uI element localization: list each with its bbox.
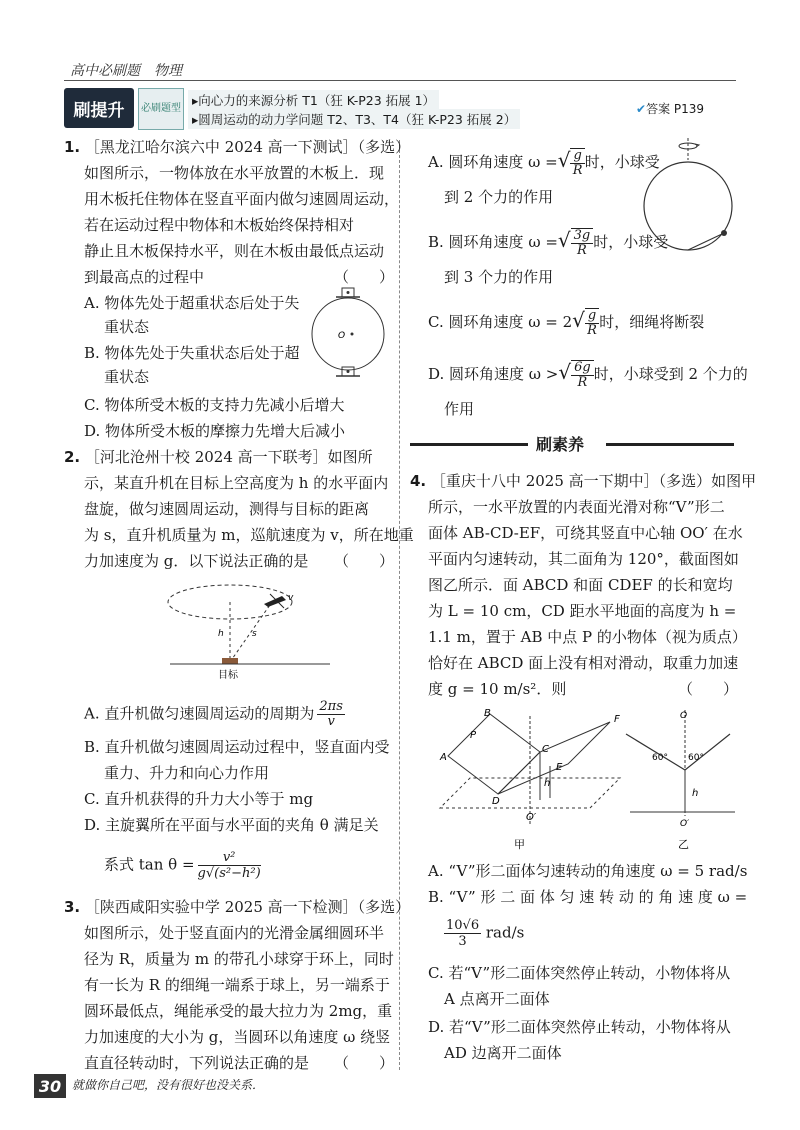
q1-option-b: B. 物体先处于失重状态后处于超	[84, 344, 300, 362]
q4-angle-right: 60°	[688, 753, 704, 763]
q1-option-d: D. 物体所受木板的摩擦力先增大后减小	[84, 422, 346, 440]
q2-line-2: 盘旋，做匀速圆周运动，测得与目标的距离	[84, 500, 370, 518]
svg-text:C: C	[542, 744, 549, 755]
q4-figures	[430, 708, 740, 858]
section-bar-right	[606, 443, 734, 446]
q2-target-label: 目标	[218, 670, 238, 681]
q2-option-c: C. 直升机获得的升力大小等于 mg	[84, 790, 314, 808]
q2-line-4: 力加速度为 g．以下说法正确的是	[84, 552, 309, 570]
q4-line-7: 恰好在 ABCD 面上没有相对滑动，取重力加速	[428, 654, 739, 672]
q4-option-d: D. 若“V”形二面体突然停止转动，小物体将从	[428, 1018, 731, 1036]
q2-v-label: v	[288, 593, 294, 603]
q1-answer-blank: （ ）	[334, 268, 395, 286]
q2-line-1: 示，某直升机在目标上空高度为 h 的水平面内	[84, 474, 389, 492]
q4-line-0: 4. ［重庆十八中 2025 高一下期中］（多选）如图甲	[410, 472, 757, 490]
q1-circle-figure	[300, 286, 396, 386]
q4-line-2: 面体 AB-CD-EF，可绕其竖直中心轴 OO′ 在水	[428, 524, 743, 542]
svg-text:P: P	[470, 730, 477, 741]
q1-line-5: 到最高点的过程中	[84, 268, 205, 286]
svg-text:F: F	[614, 714, 620, 725]
svg-text:B: B	[484, 708, 491, 719]
q1-center-label: O	[338, 331, 346, 341]
q3-line-3: 有一长为 R 的细绳一端系于球上，另一端系于	[84, 976, 390, 994]
q1-line-3: 若在运动过程中物体和木板始终保持相对	[84, 216, 355, 234]
svg-text:A: A	[440, 752, 447, 763]
q2-option-b: B. 直升机做匀速圆周运动过程中，竖直面内受	[84, 738, 390, 756]
q2-option-d-2: 系式 tan θ = $\frac{\text{v²}}{\text{g√(s²−h²)}}$	[104, 850, 261, 881]
q4-line-5: 为 L = 10 cm，CD 距水平地面的高度为 h =	[428, 602, 737, 620]
q3-line-0: 3. ［陕西咸阳实验中学 2025 高一下检测］（多选）	[64, 898, 411, 916]
svg-text:E: E	[556, 762, 563, 773]
page-number: 30	[34, 1074, 66, 1098]
book-title: 高中必刷题 物理	[70, 63, 182, 79]
q4-line-6: 1.1 m，置于 AB 中点 P 的小物体（视为质点）	[428, 628, 747, 646]
q4-line-8: 度 g = 10 m/s²．则	[428, 680, 567, 698]
q3-option-a: A. 圆环角速度 ω =√ $\frac{g}{R}$ 时，小球受	[428, 148, 660, 178]
q3-answer-blank: （ ）	[334, 1054, 395, 1072]
q4-line-1: 所示，一水平放置的内表面光滑对称“V”形二	[428, 498, 725, 516]
footer-motto: 就做你自己吧，没有很好也没关系．	[72, 1078, 265, 1092]
q1-option-a-2: 重状态	[104, 318, 150, 336]
q3-line-5: 力加速度的大小为 g，当圆环以角速度 ω 绕竖	[84, 1028, 391, 1046]
q4-option-b-2: $\frac{10√6}{3}$ rad/s	[446, 918, 525, 949]
q1-option-c: C. 物体所受木板的支持力先减小后增大	[84, 396, 345, 414]
q2-h-label: h	[218, 629, 224, 639]
q1-line-0: 1. ［黑龙江哈尔滨六中 2024 高一下测试］（多选）	[64, 138, 411, 156]
q4-option-d-2: AD 边离开二面体	[444, 1044, 562, 1062]
q3-line-6: 直直径转动时，下列说法正确的是	[84, 1054, 310, 1072]
q3-option-d-2: 作用	[444, 400, 475, 418]
svg-text:h: h	[544, 778, 551, 789]
q4-line-3: 平面内匀速转动，其二面角为 120°，截面图如	[428, 550, 739, 568]
q3-line-4: 圆环最低点，绳能承受的最大拉力为 2mg，重	[84, 1002, 393, 1020]
q2-line-3: 为 s，直升机质量为 m，巡航速度为 v，所在地重	[84, 526, 414, 544]
q1-option-a: A. 物体先处于超重状态后处于失	[84, 294, 300, 312]
q2-option-d: D. 主旋翼所在平面与水平面的夹角 θ 满足关	[84, 816, 379, 834]
svg-text:O′: O′	[526, 812, 537, 823]
q2-helicopter-figure	[160, 580, 340, 682]
q3-option-b: B. 圆环角速度 ω =√ $\frac{3g}{R}$ 时，小球受	[428, 228, 669, 258]
q2-option-a: A. 直升机做匀速圆周运动的周期为 $\frac{2\pi s}{v}$	[84, 699, 343, 729]
svg-text:D: D	[492, 796, 500, 807]
q3-option-a-2: 到 2 个力的作用	[444, 188, 554, 206]
section-bar-left	[410, 443, 528, 446]
svg-text:O′: O′	[680, 819, 690, 829]
q4-option-c: C. 若“V”形二面体突然停止转动，小物体将从	[428, 964, 731, 982]
q4-answer-blank: （ ）	[678, 680, 739, 698]
svg-text:O: O	[680, 711, 688, 721]
q3-line-2: 径为 R，质量为 m 的带孔小球穿于环上，同时	[84, 950, 394, 968]
q2-answer-blank: （ ）	[334, 552, 395, 570]
q1-line-2: 用木板托住物体在竖直平面内做匀速圆周运动，	[84, 190, 400, 208]
q3-line-1: 如图所示，处于竖直面内的光滑金属细圆环半	[84, 924, 385, 942]
q2-line-0: 2. ［河北沧州十校 2024 高一下联考］如图所	[64, 448, 373, 466]
q4-label-jia: 甲	[514, 838, 525, 851]
q3-option-c: C. 圆环角速度 ω = 2√ $\frac{g}{R}$ 时，细绳将断裂	[428, 308, 705, 338]
svg-text:h: h	[692, 788, 699, 799]
column-divider	[399, 140, 400, 1070]
q1-option-b-2: 重状态	[104, 368, 150, 386]
q4-option-a: A. “V”形二面体匀速转动的角速度 ω = 5 rad/s	[428, 862, 748, 880]
q4-line-4: 图乙所示．面 ABCD 和面 CDEF 的长和宽均	[428, 576, 733, 594]
q4-label-yi: 乙	[678, 838, 689, 851]
q3-ring-figure	[640, 136, 736, 256]
section-shu-su-yang	[410, 432, 734, 458]
brand-badge: 刷提升	[64, 88, 134, 128]
q3-option-b-2: 到 3 个力的作用	[444, 268, 554, 286]
q4-option-b: B. “V” 形 二 面 体 匀 速 转 动 的 角 速 度 ω =	[428, 888, 748, 906]
section-title: 刷素养	[536, 435, 585, 454]
q4-angle-left: 60°	[652, 753, 668, 763]
q1-line-1: 如图所示，一物体放在水平放置的木板上．现	[84, 164, 385, 182]
q2-s-label: s	[252, 629, 257, 639]
q4-option-c-2: A 点离开二面体	[444, 990, 550, 1008]
check-icon: ✔	[636, 102, 647, 116]
q2-option-b-2: 重力、升力和向心力作用	[104, 764, 270, 782]
q3-option-d: D. 圆环角速度 ω >√ $\frac{6g}{R}$ 时，小球受到 2 个力的	[428, 360, 748, 390]
answer-ref: ✔答案 P139	[636, 102, 705, 116]
tag-badge: 必刷题型	[138, 88, 184, 130]
topic-1: ▸向心力的来源分析 T1（狂 K-P23 拓展 1）	[188, 90, 439, 110]
q1-line-4: 静止且木板保持水平，则在木板由最低点运动	[84, 242, 385, 260]
topic-2: ▸圆周运动的动力学问题 T2、T3、T4（狂 K-P23 拓展 2）	[188, 109, 520, 129]
header-rule	[64, 80, 736, 81]
